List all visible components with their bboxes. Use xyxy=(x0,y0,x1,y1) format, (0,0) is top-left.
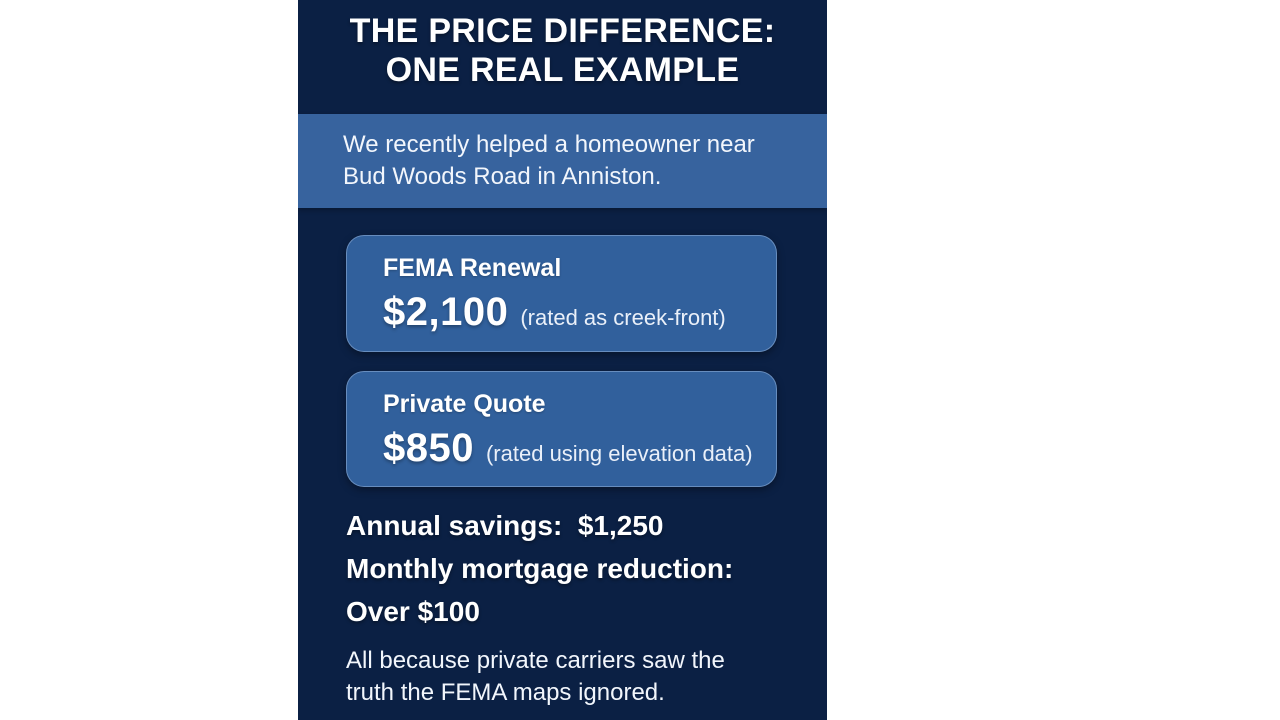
intro-banner xyxy=(298,114,827,208)
annual-savings-line: Annual savings: $1,250 xyxy=(346,510,664,541)
private-quote-box xyxy=(346,371,777,487)
savings-summary xyxy=(346,504,797,633)
quote-price: $850 xyxy=(383,426,474,470)
quote-price: $2,100 xyxy=(383,290,509,334)
quote-label: Private Quote xyxy=(383,390,546,418)
quote-note: (rated using elevation data) xyxy=(485,441,753,466)
closing-line-1: All because private carriers saw the xyxy=(346,647,725,674)
closing-statement xyxy=(346,645,797,709)
banner-line-1: We recently helped a homeowner near xyxy=(343,131,755,158)
quote-label: FEMA Renewal xyxy=(383,254,562,282)
page-title xyxy=(298,12,827,90)
title-line-1: THE PRICE DIFFERENCE: xyxy=(349,12,776,50)
quote-price-row xyxy=(383,426,776,471)
quote-price-row xyxy=(383,290,776,335)
monthly-reduction-line: Monthly mortgage reduction: xyxy=(346,553,734,584)
title-line-2: ONE REAL EXAMPLE xyxy=(385,51,740,89)
monthly-reduction-amount: Over $100 xyxy=(346,596,480,627)
fema-renewal-quote-box xyxy=(346,235,777,352)
infographic-card xyxy=(298,0,827,720)
banner-line-2: Bud Woods Road in Anniston. xyxy=(343,163,662,190)
quote-note: (rated as creek-front) xyxy=(520,305,726,330)
closing-line-2: truth the FEMA maps ignored. xyxy=(346,679,665,706)
